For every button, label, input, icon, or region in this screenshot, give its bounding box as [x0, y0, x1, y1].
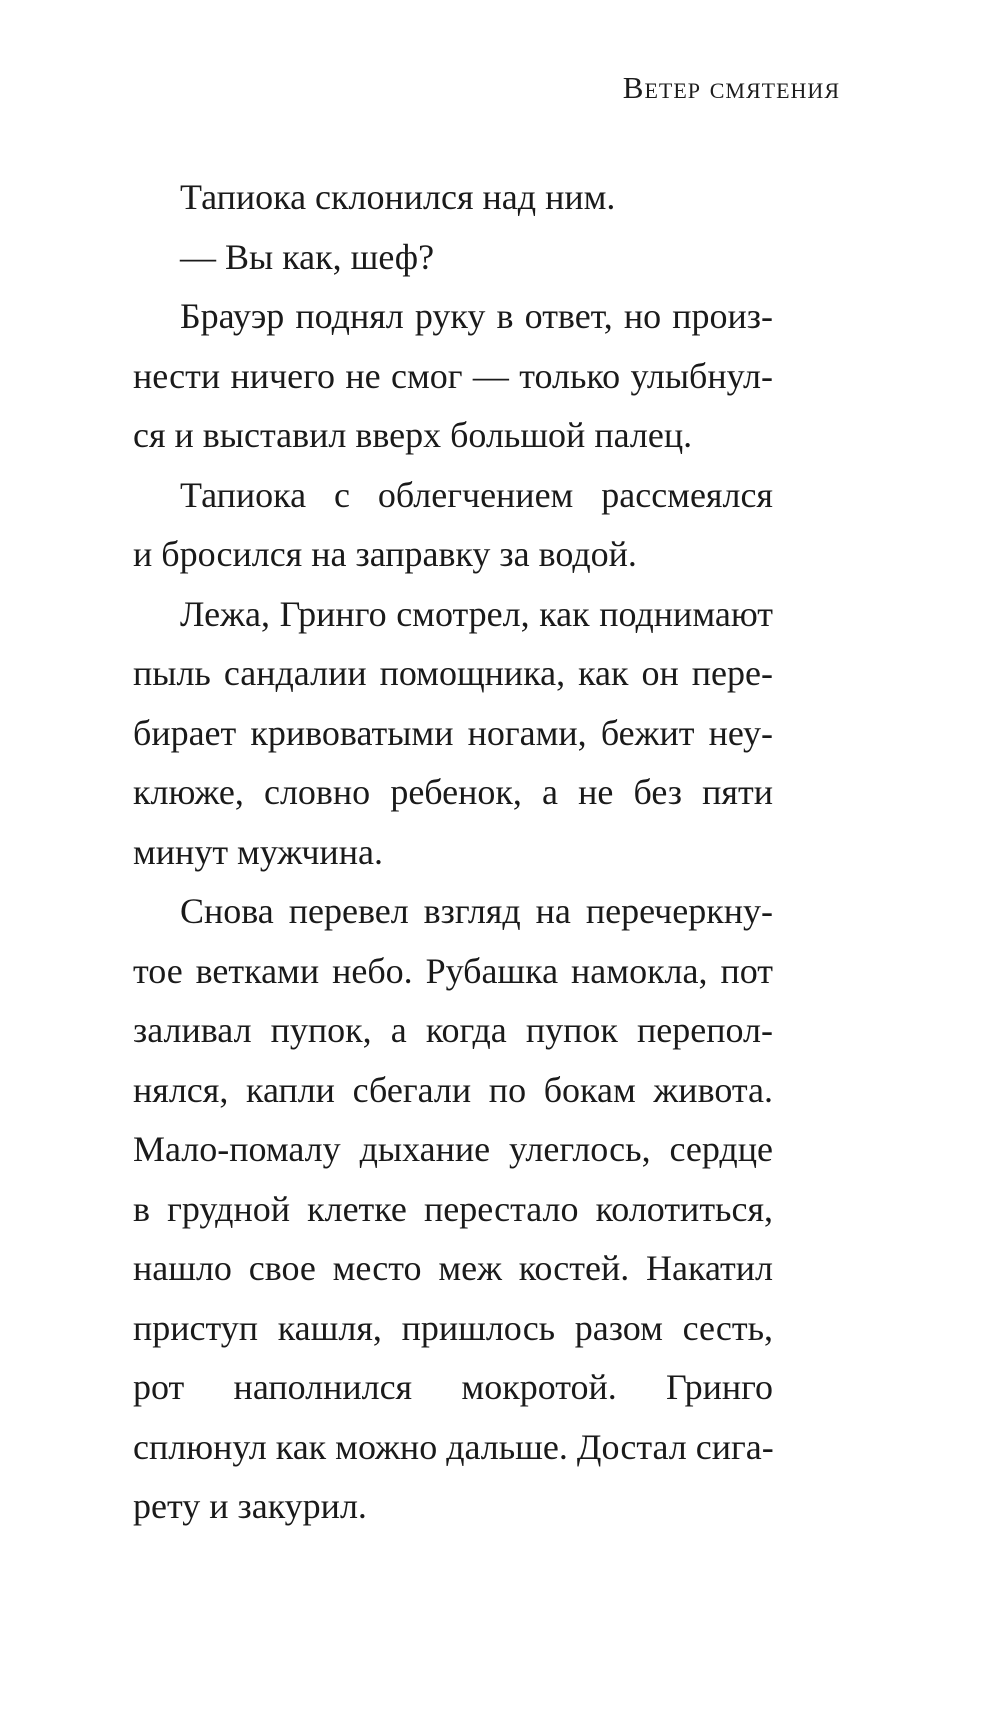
text-line: нести ничего не смог — только улыбнул- — [133, 355, 773, 396]
text-line: в грудной клетке перестало колотиться, — [133, 1188, 773, 1229]
text-line: Брауэр поднял руку в ответ, но произ- — [180, 296, 773, 336]
text-line: ся и выставил вверх большой палец. — [133, 415, 693, 455]
text-line: тое ветками небо. Рубашка намокла, пот — [133, 950, 773, 991]
text-line: Тапиока с облегчением рассмеялся — [180, 474, 773, 515]
body-text — [133, 168, 773, 1537]
text-line: Тапиока склонился над ним. — [180, 177, 616, 217]
text-line: пыль сандалии помощника, как он пере- — [133, 653, 773, 693]
text-line: и бросился на заправку за водой. — [133, 534, 637, 574]
text-line: приступ кашля, пришлось разом сесть, — [133, 1307, 773, 1348]
text-line: нялся, капли сбегали по бокам живота. — [133, 1069, 773, 1110]
text-line: нашло свое место меж костей. Накатил — [133, 1248, 773, 1288]
text-line: клюже, словно ребенок, а не без пяти — [133, 772, 773, 812]
text-line: бирает кривоватыми ногами, бежит неу- — [133, 712, 773, 753]
text-line: Мало-помалу дыхание улеглось, сердце — [133, 1129, 773, 1169]
text-line: заливал пупок, а когда пупок перепол- — [133, 1010, 773, 1050]
running-head: Ветер смятения — [622, 70, 840, 105]
text-line: Лежа, Гринго смотрел, как поднимают — [180, 593, 773, 634]
text-line: рету и закурил. — [133, 1486, 367, 1526]
text-line: — Вы как, шеф? — [180, 236, 435, 277]
text-line: Снова перевел взгляд на перечеркну- — [180, 891, 773, 931]
text-line: минут мужчина. — [133, 831, 383, 872]
text-line: сплюнул как можно дальше. Достал сига- — [133, 1426, 774, 1467]
text-line: рот наполнился мокротой. Гринго — [133, 1367, 773, 1407]
